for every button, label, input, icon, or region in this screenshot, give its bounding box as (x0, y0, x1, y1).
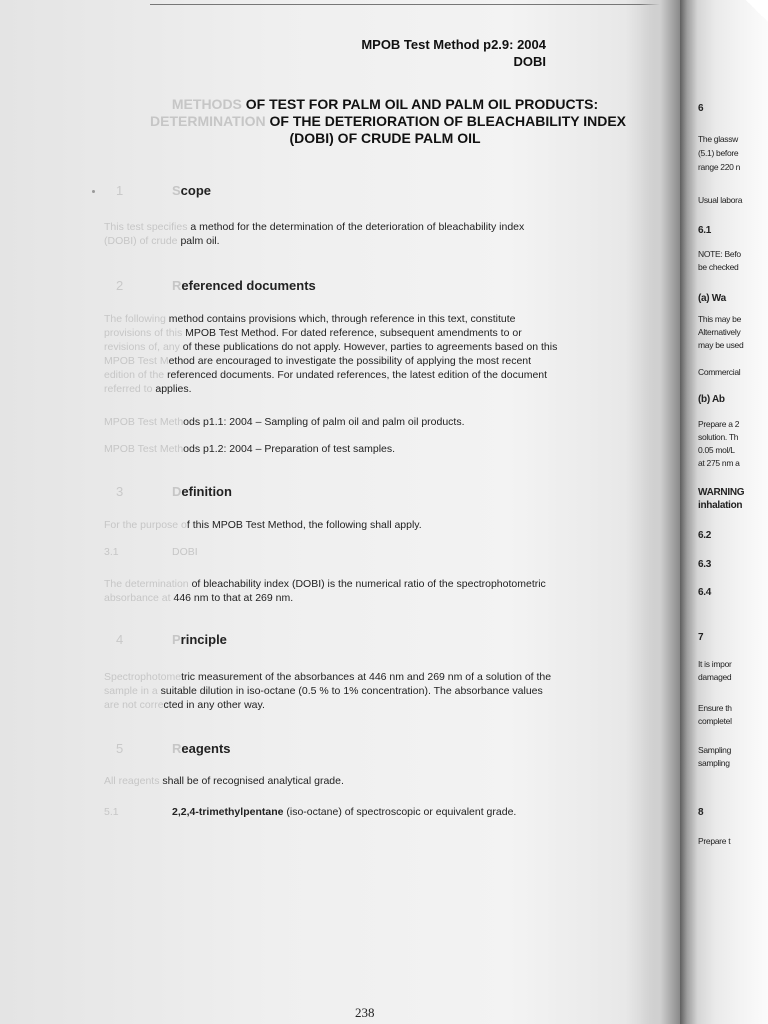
page-number: 238 (355, 1005, 375, 1020)
text: palm oil. (180, 235, 220, 247)
reagents-intro (104, 775, 344, 787)
text: of bleachability index (DOBI) is the numerical ratio of the spectrophotometric (191, 578, 546, 590)
heading-text: rinciple (180, 632, 227, 647)
heading-text: eferenced documents (181, 278, 316, 293)
right-page-line: It is impor (698, 659, 732, 669)
text: 446 nm to that at 269 nm. (173, 592, 294, 604)
text: referenced documents. For undated references, the latest edition of the document (167, 369, 548, 381)
right-page-line: sampling (698, 758, 730, 768)
right-page-line: (a) Wa (698, 293, 726, 304)
right-page-line: damaged (698, 672, 732, 682)
title-line-2: OF THE DETERIORATION OF BLEACHABILITY INDEX (269, 113, 627, 129)
right-page-line: Prepare t (698, 836, 731, 846)
right-page-line: at 275 nm a (698, 458, 740, 468)
heading-faded: S (172, 183, 181, 198)
title-faded-2: DETERMINATION (150, 113, 266, 129)
right-page-line: 6.2 (698, 530, 712, 541)
title-line-3: (DOBI) OF CRUDE PALM OIL (289, 130, 481, 146)
right-page-line: completel (698, 716, 732, 726)
speck (92, 190, 95, 193)
right-page-line: 0.05 mol/L (698, 445, 735, 455)
text: suitable dilution in iso-octane (0.5 % to 1% concentration). The absorbance values (160, 685, 543, 697)
page-header (361, 36, 546, 70)
right-page-line: inhalation (698, 500, 743, 511)
text: MPOB Test Method. For dated reference, subsequent amendments to or (185, 327, 522, 339)
text: applies. (155, 383, 192, 395)
faded-text: For the purpose o (104, 519, 187, 531)
heading-faded: R (172, 741, 182, 756)
right-page-line: range 220 n (698, 162, 741, 172)
faded-text: Spectrophotome (104, 671, 182, 683)
title-faded-1: METHODS (171, 96, 242, 112)
definition-text (104, 577, 634, 605)
dobi-code: DOBI (513, 54, 546, 69)
item-number: 5.1 (104, 806, 119, 818)
right-page (680, 0, 768, 1024)
text: ods p1.2: 2004 – Preparation of test samples. (183, 443, 396, 455)
right-page-line: NOTE: Befo (698, 249, 741, 259)
reference-item (104, 443, 395, 455)
book-spine-shadow (640, 0, 680, 1024)
text: of these publications do not apply. However, parties to agreements based on this (182, 341, 558, 353)
right-page-line: 6.1 (698, 225, 712, 236)
right-page-line: Sampling (698, 745, 732, 755)
reagent-name: 2,2,4-trimethylpentane (172, 806, 284, 818)
definition-subclause (104, 546, 198, 558)
text: method contains provisions which, through reference in this text, constitute (168, 313, 516, 325)
faded-text: The following (104, 313, 166, 325)
faded-text: provisions of this (104, 327, 183, 339)
reference-item (104, 416, 465, 428)
section-number: 5 (116, 741, 124, 756)
text: ethod are encouraged to investigate the possibility of applying the most recent (168, 355, 532, 367)
heading-faded: D (172, 484, 182, 499)
right-page-line: Usual labora (698, 195, 743, 205)
scope-text (104, 220, 634, 248)
faded-text: referred to (104, 383, 153, 395)
right-page-line: solution. Th (698, 432, 739, 442)
faded-text: edition of the (104, 369, 165, 381)
heading-text: efinition (181, 484, 232, 499)
document-title (150, 96, 627, 147)
faded-text: (DOBI) of crude (104, 235, 178, 247)
right-page-line: Commercial (698, 367, 741, 377)
right-page-line: Prepare a 2 (698, 419, 740, 429)
section-heading-referenced-documents (172, 278, 316, 293)
section-number: 2 (116, 278, 124, 293)
section-heading-scope (172, 183, 211, 198)
section-heading-definition (172, 484, 232, 499)
right-page-line: This may be (698, 314, 741, 324)
definition-intro (104, 519, 422, 531)
faded-text: MPOB Test Meth (104, 416, 184, 428)
heading-faded: P (172, 632, 181, 647)
method-code: MPOB Test Method p2.9: 2004 (361, 37, 546, 52)
right-page-line: be checked (698, 262, 739, 272)
section-number: 4 (116, 632, 124, 647)
text: a method for the determination of the deterioration of bleachability index (190, 221, 525, 233)
faded-text: This test specifies (104, 221, 188, 233)
heading-faded: R (172, 278, 182, 293)
faded-text: The determination (104, 578, 189, 590)
faded-text: MPOB Test M (104, 355, 169, 367)
right-page-line: 7 (698, 632, 704, 643)
right-page-line: Ensure th (698, 703, 732, 713)
section-heading-reagents (172, 741, 231, 756)
right-page-line: 6.4 (698, 587, 712, 598)
subclause-number: 3.1 (104, 546, 119, 558)
subclause-label: DOBI (172, 546, 198, 558)
faded-text: are not corre (104, 699, 164, 711)
section-number: 1 (116, 183, 124, 198)
principle-text (104, 670, 634, 712)
text: ods p1.1: 2004 – Sampling of palm oil and palm oil products. (183, 416, 465, 428)
right-page-line: (b) Ab (698, 394, 725, 405)
right-page-line: may be used (698, 340, 744, 350)
page-corner (746, 0, 768, 22)
right-page-line: (5.1) before (698, 148, 739, 158)
right-page-line: 6.3 (698, 559, 712, 570)
heading-text: eagents (181, 741, 231, 756)
right-page-line: 8 (698, 807, 704, 818)
right-page-line: 6 (698, 103, 704, 114)
faded-text: sample in a (104, 685, 158, 697)
title-line-1: OF TEST FOR PALM OIL AND PALM OIL PRODUCTS: (245, 96, 599, 112)
right-page-line: Alternatively (698, 327, 741, 337)
faded-text: MPOB Test Meth (104, 443, 184, 455)
reagent-item (104, 806, 516, 818)
faded-text: absorbance at (104, 592, 171, 604)
text: shall be of recognised analytical grade. (162, 775, 344, 787)
text: f this MPOB Test Method, the following shall apply. (186, 519, 422, 531)
faded-text: revisions of, any (104, 341, 180, 353)
right-page-line: The glassw (698, 134, 738, 144)
text: cted in any other way. (163, 699, 265, 711)
refdocs-text (104, 312, 634, 396)
right-page-line: WARNING (698, 487, 745, 498)
text: tric measurement of the absorbances at 446 nm and 269 nm of a solution of the (181, 671, 552, 683)
section-heading-principle (172, 632, 227, 647)
heading-text: cope (180, 183, 212, 198)
section-number: 3 (116, 484, 124, 499)
text: (iso-octane) of spectroscopic or equivalent grade. (286, 806, 517, 818)
faded-text: All reagents (104, 775, 160, 787)
